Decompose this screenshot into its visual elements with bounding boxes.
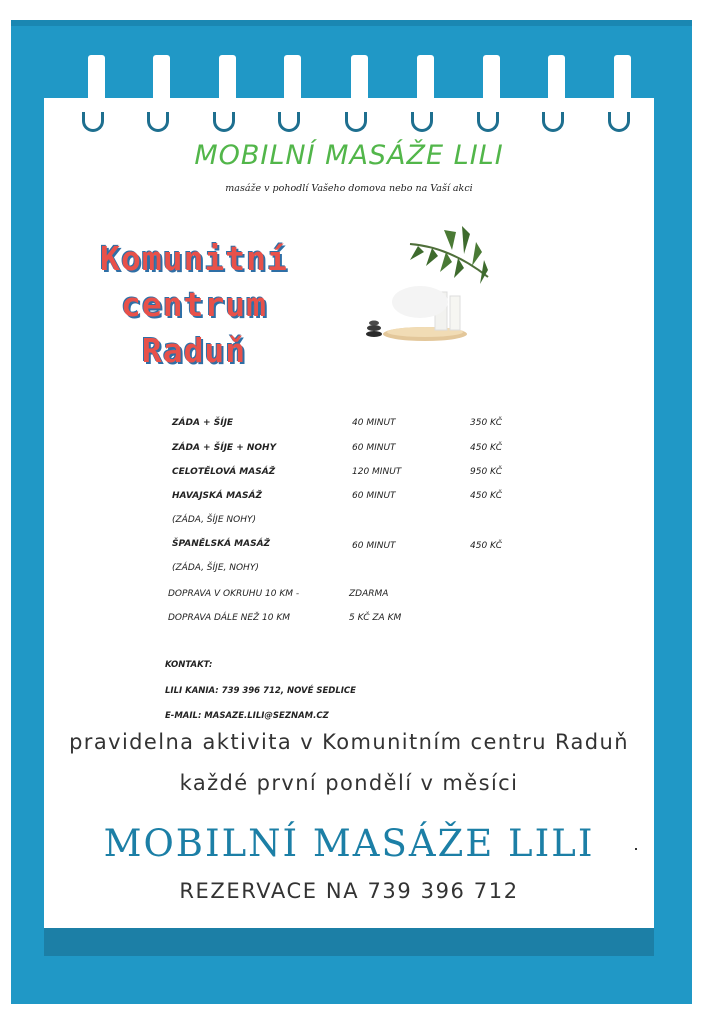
- service-note: (ZÁDA, ŠÍJE, NOHY): [172, 563, 259, 573]
- service-name: ZÁDA + ŠÍJE + NOHY: [172, 443, 277, 453]
- service-duration: 60 MINUT: [352, 443, 396, 453]
- service-duration: 60 MINUT: [352, 491, 396, 501]
- binding-tab: [614, 55, 631, 115]
- transport-row: DOPRAVA V OKRUHU 10 KM -: [168, 589, 300, 599]
- binding-tab: [548, 55, 565, 115]
- binding-tab: [351, 55, 368, 115]
- service-price: 450 KČ: [470, 541, 502, 551]
- binding-tab: [153, 55, 170, 115]
- transport-price: 5 KČ ZA KM: [349, 613, 402, 623]
- reservation-line: REZERVACE NA 739 396 712: [179, 879, 519, 903]
- service-price: 450 KČ: [470, 491, 502, 501]
- activity-line-2: každé první pondělí v měsíci: [179, 771, 519, 795]
- transport-row: DOPRAVA DÁLE NEŽ 10 KM: [168, 613, 291, 623]
- service-name: ZÁDA + ŠÍJE: [172, 418, 234, 428]
- venue-title: [64, 236, 324, 374]
- binding-tab: [219, 55, 236, 115]
- service-price: 950 KČ: [470, 467, 502, 477]
- activity-line-1: pravidelna aktivita v Komunitním centru Raduň: [69, 730, 629, 754]
- venue-line-2: centrum Raduň: [120, 285, 268, 370]
- binding-tab: [284, 55, 301, 115]
- service-note: (ZÁDA, ŠÍJE NOHY): [172, 515, 256, 525]
- frame-top-edge: [11, 20, 692, 26]
- transport-price: ZDARMA: [349, 589, 389, 599]
- binding-tab: [483, 55, 500, 115]
- header-title: MOBILNÍ MASÁŽE LILI: [194, 140, 504, 171]
- venue-line-1: Komunitní: [100, 239, 288, 278]
- binding-tab: [417, 55, 434, 115]
- service-price: 450 KČ: [470, 443, 502, 453]
- service-name: HAVAJSKÁ MASÁŽ: [172, 491, 263, 501]
- scan-speck: [635, 848, 637, 850]
- service-name: CELOTĚLOVÁ MASÁŽ: [172, 467, 276, 477]
- service-duration: 40 MINUT: [352, 418, 396, 428]
- contact-email: E-MAIL: MASAZE.LILI@SEZNAM.CZ: [165, 711, 329, 721]
- service-name: ŠPANĚLSKÁ MASÁŽ: [172, 539, 271, 549]
- service-price: 350 KČ: [470, 418, 502, 428]
- spa-leaves-stones-illustration: [340, 222, 490, 352]
- service-duration: 60 MINUT: [352, 541, 396, 551]
- contact-heading: KONTAKT:: [165, 660, 213, 670]
- bottom-band: [44, 928, 654, 956]
- binding-tab: [88, 55, 105, 115]
- brand-title: MOBILNÍ MASÁŽE LILI: [103, 822, 595, 865]
- header-subtitle: masáže v pohodlí Vašeho domova nebo na Vaší akci: [225, 183, 473, 194]
- contact-phone: LILI KANIA: 739 396 712, NOVÉ SEDLICE: [165, 686, 356, 696]
- service-duration: 120 MINUT: [352, 467, 402, 477]
